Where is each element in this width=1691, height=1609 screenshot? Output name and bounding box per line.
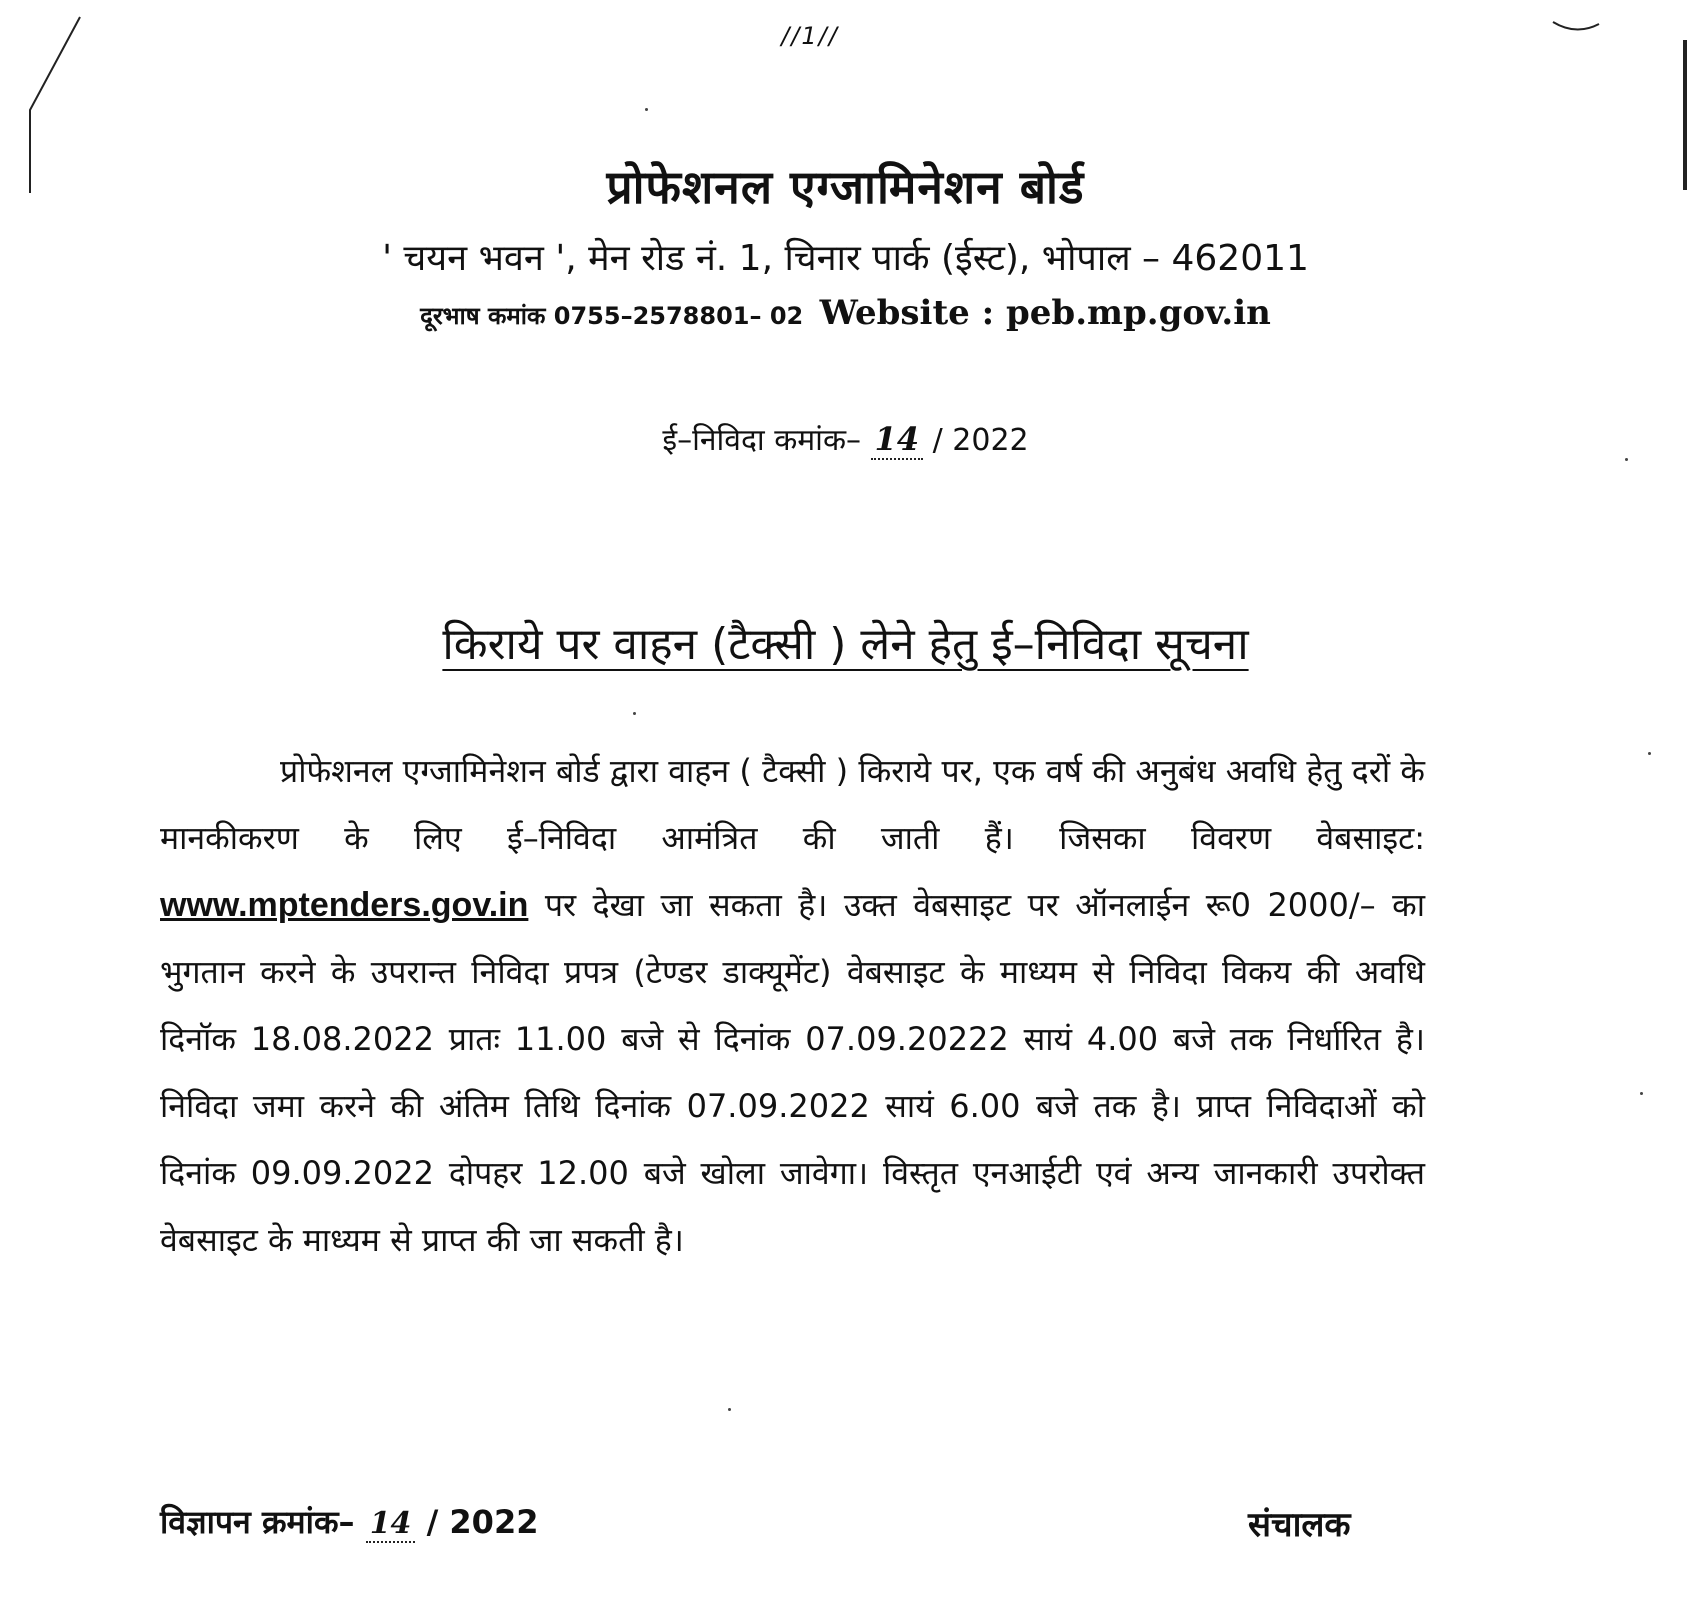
advertisement-number — [160, 1500, 538, 1543]
page-number: //1// — [781, 22, 839, 50]
tender-number-handwritten: 14 — [871, 420, 924, 460]
scan-speck — [1648, 752, 1651, 755]
scan-speck — [645, 108, 648, 111]
tender-number-year: / 2022 — [932, 423, 1029, 458]
signatory-title: संचालक — [1248, 1505, 1351, 1545]
notice-body-part1: प्रोफेशनल एग्जामिनेशन बोर्ड द्वारा वाहन ( टैक्सी ) किराये पर, एक वर्ष की अनुबंध अवधि हेतु दरों के मानकीकरण के लिए ई–निविदा आमंत्रित की जाती हैं। जिसका विवरण वेबसाइट: — [160, 752, 1425, 857]
notice-heading — [0, 612, 1691, 672]
advertisement-year: / 2022 — [426, 1503, 539, 1541]
tender-website-link[interactable]: www.mptenders.gov.in — [160, 886, 529, 924]
advertisement-number-handwritten: 14 — [366, 1506, 416, 1543]
notice-heading-text: किराये पर वाहन (टैक्सी ) लेने हेतु ई–निविदा सूचना — [442, 619, 1249, 670]
notice-body-part2: पर देखा जा सकता है। उक्त वेबसाइट पर ऑनलाईन रू0 2000/– का भुगतान करने के उपरान्त निविदा प्रपत्र (टेण्डर डाक्यूमेंट) वेबसाइट के माध्यम से निविदा विकय की अवधि दिनॉक 18.08.2022 प्रातः 11.00 बजे से दिनांक 07.09.20222 सायं 4.00 बजे तक निर्धारित है। निविदा जमा करने की अंतिम तिथि दिनांक 07.09.2022 सायं 6.00 बजे तक है। प्राप्त निविदाओं को दिनांक 09.09.2022 दोपहर 12.00 बजे खोला जावेगा। विस्तृत एनआईटी एवं अन्य जानकारी उपरोक्त वेबसाइट के माध्यम से प्राप्त की जा सकती है। — [160, 886, 1425, 1259]
scan-speck — [633, 712, 636, 715]
advertisement-label: विज्ञापन क्रमांक– — [160, 1503, 355, 1541]
tender-number-line — [0, 418, 1691, 459]
notice-body — [160, 738, 1425, 1274]
organization-address: ' चयन भवन ', मेन रोड नं. 1, चिनार पार्क (ईस्ट), भोपाल – 462011 — [382, 238, 1309, 279]
website-label: Website : peb.mp.gov.in — [819, 293, 1271, 333]
scan-speck — [1640, 1092, 1643, 1095]
organization-title: प्रोफेशनल एग्जामिनेशन बोर्ड — [606, 160, 1085, 214]
phone-number: दूरभाष कमांक 0755–2578801– 02 — [420, 302, 804, 330]
tender-number-label: ई–निविदा कमांक– — [662, 423, 861, 458]
scan-speck — [728, 1408, 731, 1411]
organization-contact — [0, 293, 1691, 333]
scan-artifact-top-right — [1551, 18, 1601, 38]
